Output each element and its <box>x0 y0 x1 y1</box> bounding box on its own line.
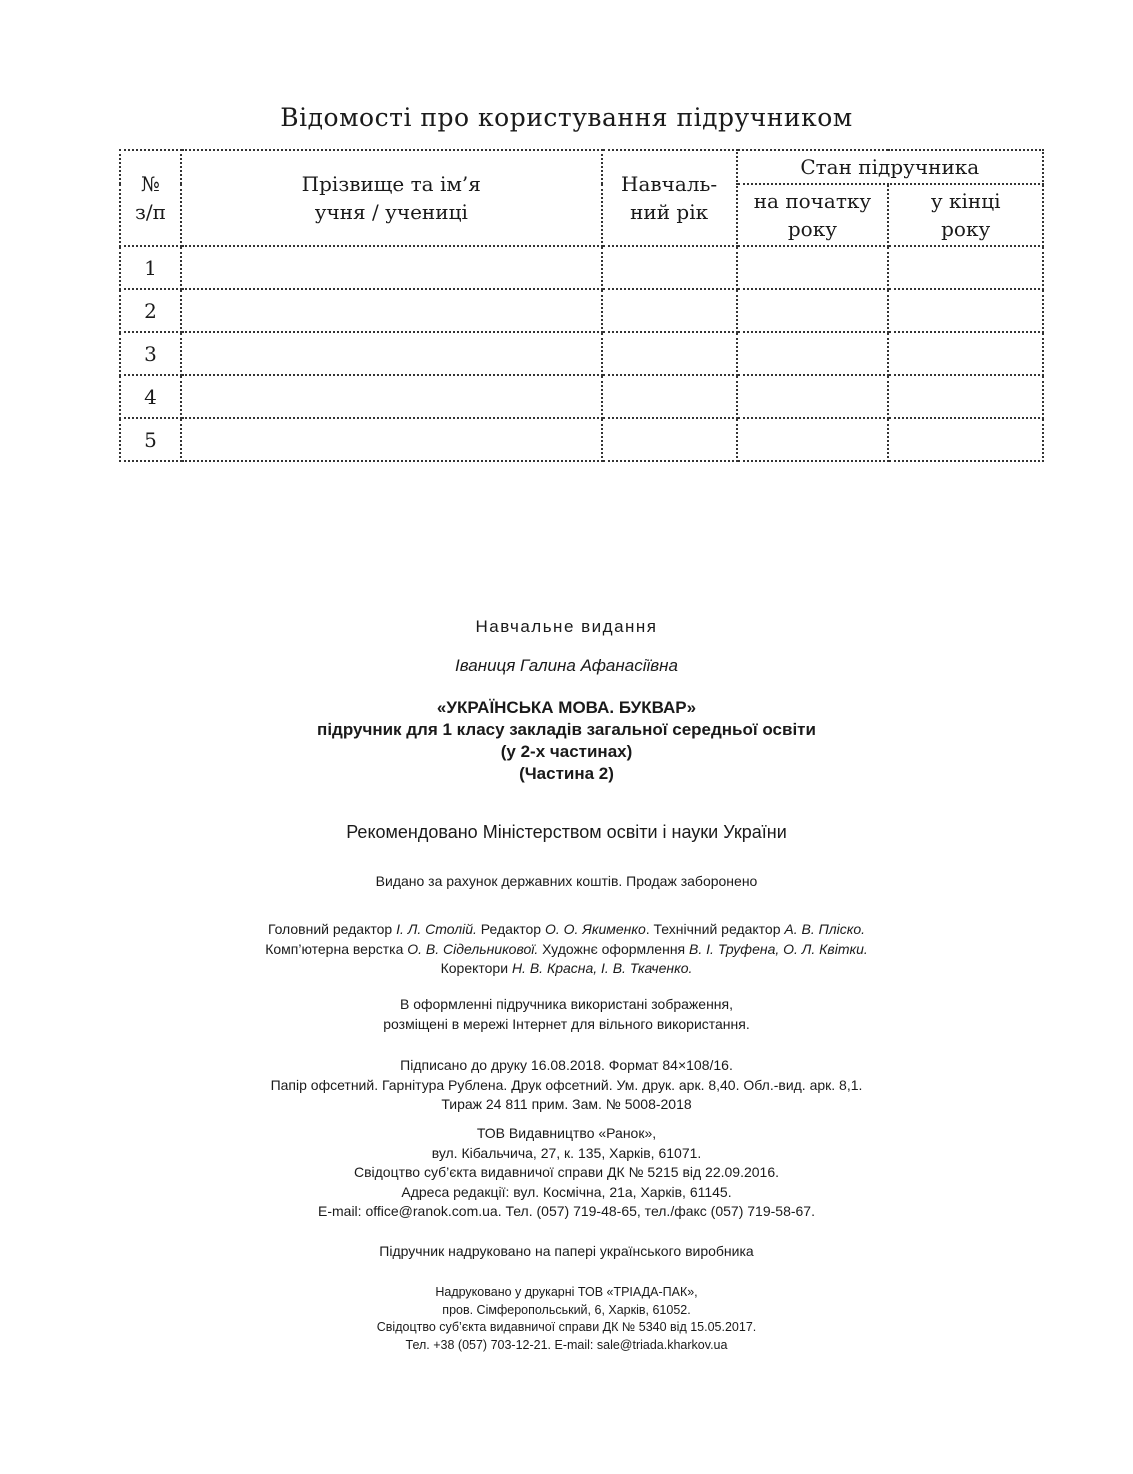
credit-person: Н. В. Красна, І. В. Ткаченко. <box>511 960 693 976</box>
credits-line <box>0 940 1133 960</box>
start-condition-cell <box>737 332 889 375</box>
header-text: на початку <box>753 189 872 213</box>
header-text: Навчаль- <box>621 172 718 196</box>
print-info-line: Папір офсетний. Гарнітура Рублена. Друк офсетний. Ум. друк. арк. 8,40. Обл.-вид. арк. 8,1. <box>270 1076 863 1093</box>
page-heading: Відомості про користування підручником <box>280 103 853 132</box>
header-text: учня / учениці <box>314 200 468 224</box>
end-condition-cell <box>888 246 1043 289</box>
end-condition-cell <box>888 418 1043 461</box>
table-row <box>120 375 1043 418</box>
credit-person: І. Л. Столій. <box>396 921 477 937</box>
print-info-line: Тираж 24 811 прим. Зам. № 5008-2018 <box>441 1096 692 1112</box>
header-text: Прізвище та ім’я <box>301 172 481 196</box>
end-condition-cell <box>888 332 1043 375</box>
table-row <box>120 332 1043 375</box>
credit-person: В. І. Труфена, О. Л. Квітки. <box>689 940 868 957</box>
header-text: ний рік <box>630 200 709 224</box>
credit-person: А. В. Пліско. <box>784 921 866 937</box>
publisher-line: Свідоцтво суб’єкта видавничої справи ДК № 5215 від 22.09.2016. <box>353 1164 780 1180</box>
name-cell <box>181 332 602 375</box>
header-text: № <box>140 172 160 196</box>
end-condition-cell <box>888 289 1043 332</box>
name-cell <box>181 289 602 332</box>
start-condition-cell <box>737 418 889 461</box>
publisher-line: E-mail: office@ranok.com.ua. Тел. (057) 719-48-65, тел./факс (057) 719-58-67. <box>318 1203 815 1219</box>
header-text: року <box>941 217 991 241</box>
column-header-number <box>120 150 181 246</box>
year-cell <box>602 332 737 375</box>
edition-type: Навчальне видання <box>475 617 658 636</box>
title-line: (Частина 2) <box>519 764 614 783</box>
name-cell <box>181 246 602 289</box>
publisher-info <box>0 1124 1133 1222</box>
book-title <box>0 697 1133 785</box>
row-number: 4 <box>120 375 181 418</box>
name-cell <box>181 375 602 418</box>
printer-line: Тел. +38 (057) 703-12-21. E-mail: sale@triada.kharkov.ua <box>405 1337 728 1352</box>
credit-role: Редактор <box>476 921 545 937</box>
title-line: «УКРАЇНСЬКА МОВА. БУКВАР» <box>436 698 697 717</box>
table-row <box>120 289 1043 332</box>
note-line: розміщені в мережі Інтернет для вільного використання. <box>383 1015 750 1032</box>
credit-role: Головний редактор <box>267 921 397 937</box>
header-text: року <box>787 217 837 241</box>
name-cell <box>181 418 602 461</box>
print-info <box>0 1056 1133 1115</box>
start-condition-cell <box>737 375 889 418</box>
start-condition-cell <box>737 246 889 289</box>
year-cell <box>602 418 737 461</box>
credit-person: О. В. Сідельникової. <box>407 940 539 957</box>
credits-line <box>0 920 1133 940</box>
credits-line <box>0 959 1133 979</box>
credit-role: Коректори <box>440 960 512 976</box>
header-text: у кінці <box>930 189 1001 213</box>
row-number: 5 <box>120 418 181 461</box>
print-info-line: Підписано до друку 16.08.2018. Формат 84×108/16. <box>400 1057 733 1073</box>
start-condition-cell <box>737 289 889 332</box>
end-condition-cell <box>888 375 1043 418</box>
table-row <box>120 418 1043 461</box>
year-cell <box>602 289 737 332</box>
publisher-line: Адреса редакції: вул. Космічна, 21а, Харків, 61145. <box>401 1183 732 1200</box>
table-row <box>120 246 1043 289</box>
title-line: (у 2-х частинах) <box>500 742 633 761</box>
printer-line: Свідоцтво суб’єкта видавничої справи ДК № 5340 від 15.05.2017. <box>376 1320 757 1334</box>
credit-person: О. О. Якименко <box>544 921 646 937</box>
title-line: підручник для 1 класу закладів загальної середньої освіти <box>317 720 816 739</box>
printer-line: Надруковано у друкарні ТОВ «ТРІАДА-ПАК», <box>435 1285 698 1299</box>
row-number: 1 <box>120 246 181 289</box>
row-number: 3 <box>120 332 181 375</box>
year-cell <box>602 246 737 289</box>
row-number: 2 <box>120 289 181 332</box>
header-text: з/п <box>134 200 166 224</box>
editorial-credits <box>0 920 1133 979</box>
usage-table <box>119 149 1044 462</box>
free-distribution-note: Видано за рахунок державних коштів. Продаж заборонено <box>375 873 758 889</box>
printer-line: пров. Сімферопольський, 6, Харків, 61052. <box>442 1302 691 1317</box>
column-header-end <box>888 184 1043 246</box>
column-header-start <box>737 184 889 246</box>
images-note <box>0 995 1133 1034</box>
author-name: Іваниця Галина Афанасіївна <box>455 656 678 675</box>
recommendation-note: Рекомендовано Міністерством освіти і науки України <box>346 822 787 842</box>
publisher-line: вул. Кібальчича, 27, к. 135, Харків, 61071. <box>431 1144 702 1161</box>
publisher-line: ТОВ Видавництво «Ранок», <box>476 1125 657 1141</box>
credit-role: . Технічний редактор <box>645 921 785 937</box>
column-header-year <box>602 150 737 246</box>
column-header-condition: Стан підручника <box>737 150 1043 184</box>
paper-note: Підручник надруковано на папері українського виробника <box>379 1243 754 1259</box>
year-cell <box>602 375 737 418</box>
printer-info <box>0 1284 1133 1354</box>
credit-role: Художнє оформлення <box>538 940 690 957</box>
column-header-name <box>181 150 602 246</box>
credit-role: Комп’ютерна верстка <box>265 940 408 957</box>
note-line: В оформленні підручника використані зображення, <box>399 996 734 1012</box>
